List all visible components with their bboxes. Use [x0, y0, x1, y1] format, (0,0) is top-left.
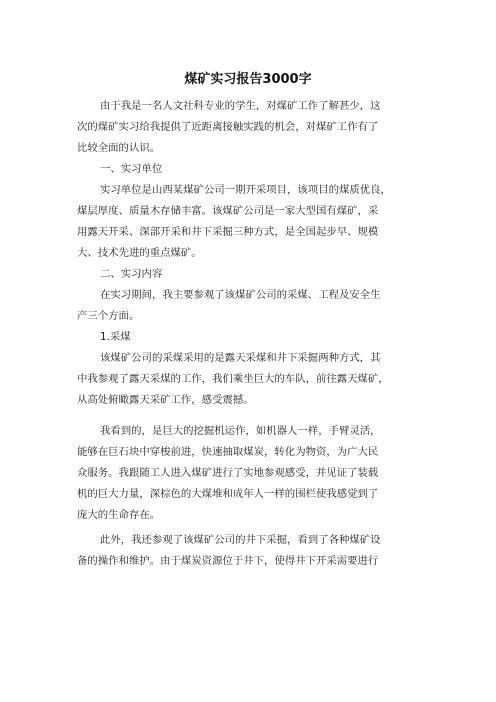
paragraph-line: 我看到的，是巨大的挖掘机运作，如机器人一样，手臂灵活， [100, 425, 381, 437]
paragraph-line: 次的煤矿实习给我提供了近距离接触实践的机会，对煤矿工作有了 [77, 121, 379, 133]
paragraph-line: 用露天开采、深部开采和井下采掘三种方式，是全国起步早、规模 [77, 226, 379, 238]
paragraph-line: 该煤矿公司的采煤采用的是露天采煤和井下采掘两种方式，其 [100, 352, 381, 364]
paragraph-line: 能够在巨石块中穿梭前进，快速抽取煤炭，转化为物资，为广大民 [77, 446, 379, 458]
paragraph-line: 众服务。我跟随工人进入煤矿进行了实地参观感受，并见证了装载 [77, 467, 379, 479]
paragraph-line: 在实习期间，我主要参观了该煤矿公司的采煤、工程及安全生 [100, 289, 381, 301]
paragraph-line: 比较全面的认识。 [77, 142, 161, 154]
subsection-heading: 1.采煤 [100, 331, 131, 343]
paragraph-line: 此外，我还参观了该煤矿公司的井下采掘，看到了各种煤矿设 [100, 534, 381, 546]
paragraph-line: 备的操作和维护。由于煤炭资源位于井下，使得井下开采需要进行 [77, 555, 379, 567]
paragraph-line: 煤层厚度、质量木存储丰富。该煤矿公司是一家大型国有煤矿，采 [77, 205, 379, 217]
paragraph-line: 庞大的生命存在。 [77, 509, 161, 521]
paragraph-line: 从高处俯瞰露天采矿工作，感受震撼。 [77, 394, 254, 406]
section-heading: 一、实习单位 [100, 163, 163, 175]
paragraph-line: 产三个方面。 [77, 310, 140, 322]
section-heading: 二、实习内容 [100, 268, 163, 280]
paragraph-line: 由于我是一名人文社科专业的学生，对煤矿工作了解甚少，这 [100, 100, 381, 112]
document-title: 煤矿实习报告3000字 [184, 72, 312, 87]
paragraph-line: 大、技术先进的重点煤矿。 [77, 247, 202, 259]
paragraph-line: 机的巨大力量，深棕色的大煤堆和成年人一样的围栏使我感觉到了 [77, 488, 379, 500]
paragraph-line: 中我参观了露天采煤的工作，我们乘坐巨大的车队，前往露天煤矿， [77, 373, 389, 385]
paragraph-line: 实习单位是山西某煤矿公司一期开采项目，该项目的煤质优良， [100, 184, 391, 196]
